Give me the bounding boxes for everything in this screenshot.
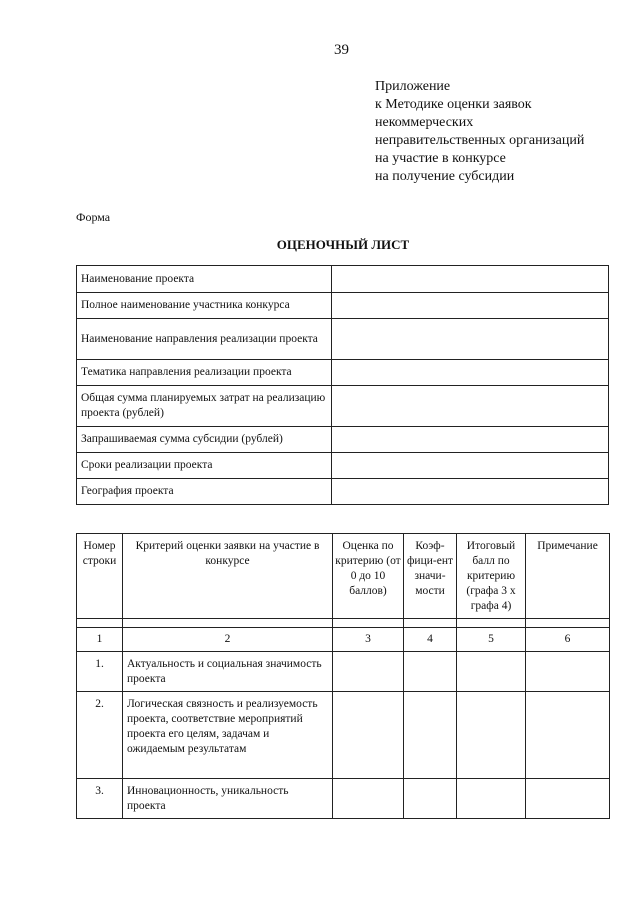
criteria-row: [77, 779, 610, 819]
appendix-caption: [375, 78, 584, 186]
appendix-line: на получение субсидии: [375, 169, 515, 184]
column-number: 2: [123, 628, 333, 652]
header-total-score: Итоговый балл по критерию (графа 3 х графа 4): [457, 534, 526, 619]
header-separator: [77, 619, 610, 628]
header-coefficient: Коэф-фици-ент значи-мости: [404, 534, 457, 619]
info-row: [77, 427, 609, 453]
appendix-line: неправительственных организаций: [375, 133, 585, 148]
info-row-label: Тематика направления реализации проекта: [77, 360, 332, 386]
info-row-value[interactable]: [332, 293, 609, 319]
column-number: 4: [404, 628, 457, 652]
info-row-value[interactable]: [332, 319, 609, 360]
row-number: 2.: [77, 692, 123, 779]
info-row: [77, 266, 609, 293]
info-row-label: Наименование направления реализации проекта: [77, 319, 332, 360]
note-cell[interactable]: [526, 692, 610, 779]
info-row-label: Запрашиваемая сумма субсидии (рублей): [77, 427, 332, 453]
score-cell[interactable]: [333, 779, 404, 819]
coefficient-cell[interactable]: [404, 692, 457, 779]
info-row-value[interactable]: [332, 360, 609, 386]
page-number: 39: [334, 42, 349, 58]
info-row-label: Наименование проекта: [77, 266, 332, 293]
criterion-text: Актуальность и социальная значимость проекта: [123, 652, 333, 692]
info-row: [77, 479, 609, 505]
info-row-value[interactable]: [332, 479, 609, 505]
total-score-cell[interactable]: [457, 652, 526, 692]
project-info-table: [76, 265, 609, 505]
info-row-value[interactable]: [332, 453, 609, 479]
column-number: 6: [526, 628, 610, 652]
criteria-row: [77, 692, 610, 779]
appendix-line: Приложение: [375, 79, 451, 94]
info-row-label: Полное наименование участника конкурса: [77, 293, 332, 319]
coefficient-cell[interactable]: [404, 779, 457, 819]
header-criterion: Критерий оценки заявки на участие в конкурсе: [123, 534, 333, 619]
total-score-cell[interactable]: [457, 779, 526, 819]
info-row: [77, 319, 609, 360]
info-row: [77, 386, 609, 427]
row-number: 3.: [77, 779, 123, 819]
column-number: 1: [77, 628, 123, 652]
appendix-line: на участие в конкурсе: [375, 151, 506, 166]
info-row-label: Общая сумма планируемых затрат на реализацию проекта (рублей): [77, 386, 332, 427]
info-row: [77, 360, 609, 386]
criteria-header-row: [77, 534, 610, 619]
criteria-row: [77, 652, 610, 692]
info-row-label: География проекта: [77, 479, 332, 505]
info-row-value[interactable]: [332, 427, 609, 453]
note-cell[interactable]: [526, 652, 610, 692]
info-row: [77, 453, 609, 479]
criterion-text: Логическая связность и реализуемость проекта, соответствие мероприятий проекта его целям, задачам и ожидаемым результатам: [123, 692, 333, 779]
header-note: Примечание: [526, 534, 610, 619]
form-label: Форма: [76, 210, 111, 224]
coefficient-cell[interactable]: [404, 652, 457, 692]
info-row-value[interactable]: [332, 266, 609, 293]
note-cell[interactable]: [526, 779, 610, 819]
appendix-line: некоммерческих: [375, 115, 474, 130]
criterion-text: Инновационность, уникальность проекта: [123, 779, 333, 819]
criteria-table: [76, 533, 610, 819]
column-number: 3: [333, 628, 404, 652]
info-row-label: Сроки реализации проекта: [77, 453, 332, 479]
total-score-cell[interactable]: [457, 692, 526, 779]
header-row-number: Номер строки: [77, 534, 123, 619]
score-cell[interactable]: [333, 652, 404, 692]
row-number: 1.: [77, 652, 123, 692]
column-number-row: [77, 628, 610, 652]
column-number: 5: [457, 628, 526, 652]
info-row-value[interactable]: [332, 386, 609, 427]
appendix-line: к Методике оценки заявок: [375, 97, 532, 112]
document-title: ОЦЕНОЧНЫЙ ЛИСТ: [276, 237, 410, 252]
info-row: [77, 293, 609, 319]
header-score: Оценка по критерию (от 0 до 10 баллов): [333, 534, 404, 619]
score-cell[interactable]: [333, 692, 404, 779]
